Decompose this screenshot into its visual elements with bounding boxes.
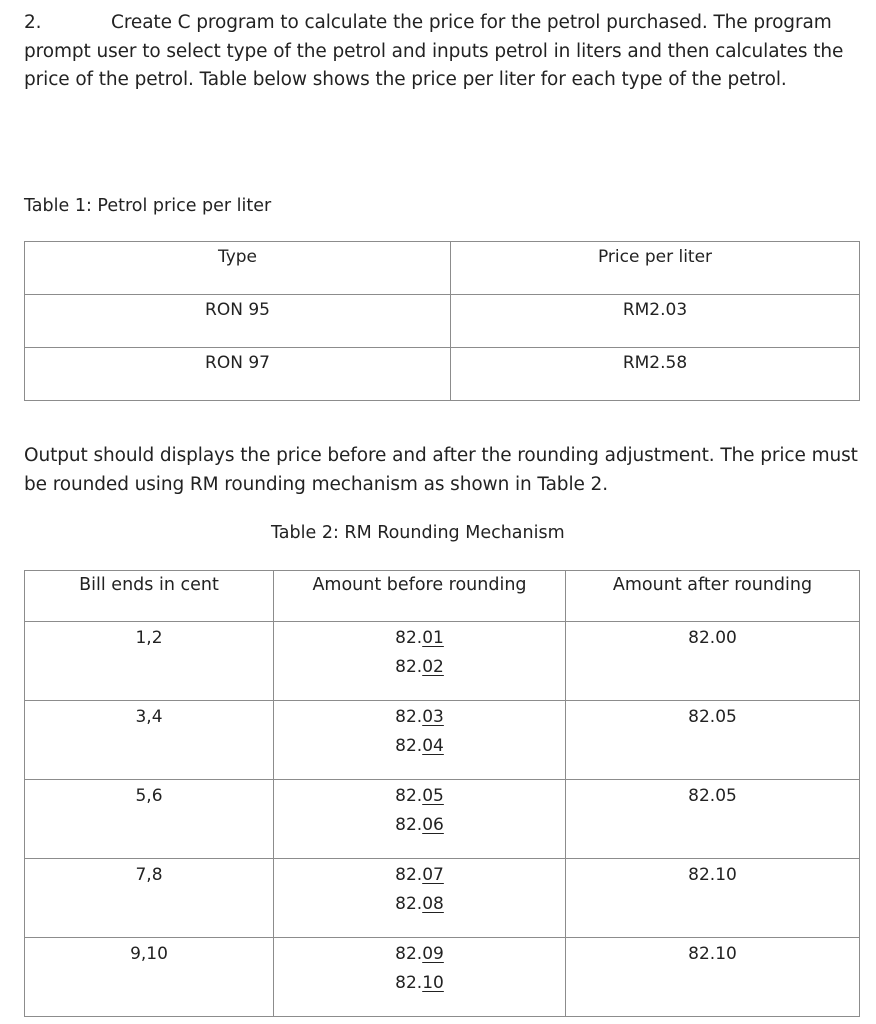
table2-header-before: Amount before rounding <box>274 571 566 622</box>
amount-before-cell <box>274 780 566 859</box>
table-row <box>25 348 860 401</box>
amount-before-cell <box>274 701 566 780</box>
table2-caption: Table 2: RM Rounding Mechanism <box>271 523 565 543</box>
petrol-price-table <box>24 241 860 401</box>
amount-before-value: 82.01 <box>395 628 444 648</box>
table2-header-row <box>25 571 860 622</box>
amount-after-cell: 82.10 <box>566 938 860 1017</box>
amount-after-cell: 82.10 <box>566 859 860 938</box>
table2-header-after: Amount after rounding <box>566 571 860 622</box>
amount-after-cell: 82.05 <box>566 701 860 780</box>
amount-after-cell: 82.05 <box>566 780 860 859</box>
amount-before-value: 82.07 <box>395 865 444 885</box>
bill-cents-cell: 3,4 <box>25 701 274 780</box>
amount-before-value: 82.10 <box>395 972 444 993</box>
rounding-mechanism-table <box>24 570 860 1017</box>
table-row <box>25 780 860 859</box>
table1-header-type: Type <box>25 242 451 295</box>
amount-before-value: 82.05 <box>395 786 444 806</box>
question-body: Create C program to calculate the price for the petrol purchased. The program prompt user to select type of the petrol and inputs petrol in liters and then calculates the price of the petrol. Table below shows the price per liter for each type of the petrol. <box>24 12 844 90</box>
table1-header-price: Price per liter <box>451 242 860 295</box>
petrol-type-cell: RON 97 <box>25 348 451 401</box>
amount-before-value: 82.04 <box>395 735 444 756</box>
amount-before-value: 82.03 <box>395 707 444 727</box>
amount-before-cell <box>274 622 566 701</box>
petrol-price-cell: RM2.58 <box>451 348 860 401</box>
bill-cents-cell: 1,2 <box>25 622 274 701</box>
table-row <box>25 938 860 1017</box>
petrol-type-cell: RON 95 <box>25 295 451 348</box>
table-row <box>25 622 860 701</box>
amount-before-value: 82.06 <box>395 814 444 835</box>
amount-before-value: 82.02 <box>395 656 444 677</box>
bill-cents-cell: 9,10 <box>25 938 274 1017</box>
table-row <box>25 859 860 938</box>
table1-header-row <box>25 242 860 295</box>
amount-before-cell <box>274 859 566 938</box>
amount-after-cell: 82.00 <box>566 622 860 701</box>
amount-before-cell <box>274 938 566 1017</box>
table2-header-cents: Bill ends in cent <box>25 571 274 622</box>
bill-cents-cell: 5,6 <box>25 780 274 859</box>
table-row <box>25 295 860 348</box>
table-row <box>25 701 860 780</box>
bill-cents-cell: 7,8 <box>25 859 274 938</box>
petrol-price-cell: RM2.03 <box>451 295 860 348</box>
amount-before-value: 82.08 <box>395 893 444 914</box>
output-instructions: Output should displays the price before and after the rounding adjustment. The price must be rounded using RM rounding mechanism as shown in Table 2. <box>24 445 858 495</box>
amount-before-value: 82.09 <box>395 944 444 964</box>
question-number: 2. <box>24 12 42 33</box>
question-text <box>24 9 860 95</box>
table1-caption: Table 1: Petrol price per liter <box>24 196 272 216</box>
